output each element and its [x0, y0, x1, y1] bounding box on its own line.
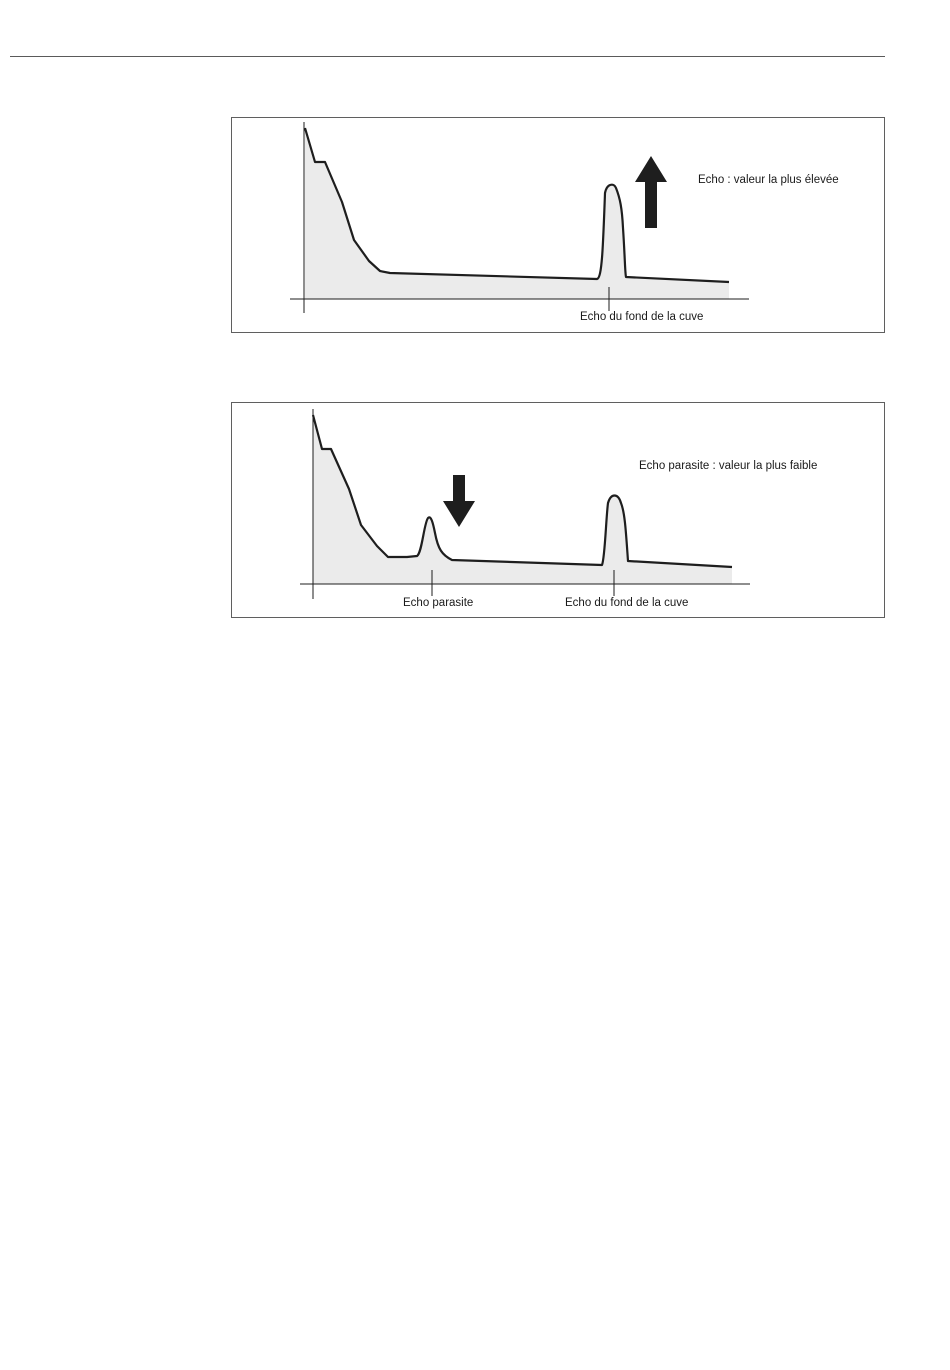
label-bottom-echo: Echo du fond de la cuve — [580, 311, 704, 323]
annotation-lowest-value: Echo parasite : valeur la plus faible — [639, 460, 818, 472]
echo-curve-chart — [232, 118, 886, 334]
annotation-highest-value: Echo : valeur la plus élevée — [698, 174, 839, 186]
echo-curve-fill — [313, 415, 732, 584]
echo-curve-chart — [232, 403, 886, 619]
header-rule — [10, 56, 885, 57]
echo-diagram-lowest-value — [231, 402, 885, 618]
echo-curve-fill — [305, 128, 729, 299]
echo-curve-line — [305, 128, 729, 282]
arrow-up-icon — [635, 156, 667, 228]
label-bottom-echo: Echo du fond de la cuve — [565, 597, 689, 609]
echo-curve-line — [313, 415, 732, 567]
echo-diagram-highest-value — [231, 117, 885, 333]
arrow-down-icon — [443, 475, 475, 527]
label-interference-echo: Echo parasite — [403, 597, 474, 609]
